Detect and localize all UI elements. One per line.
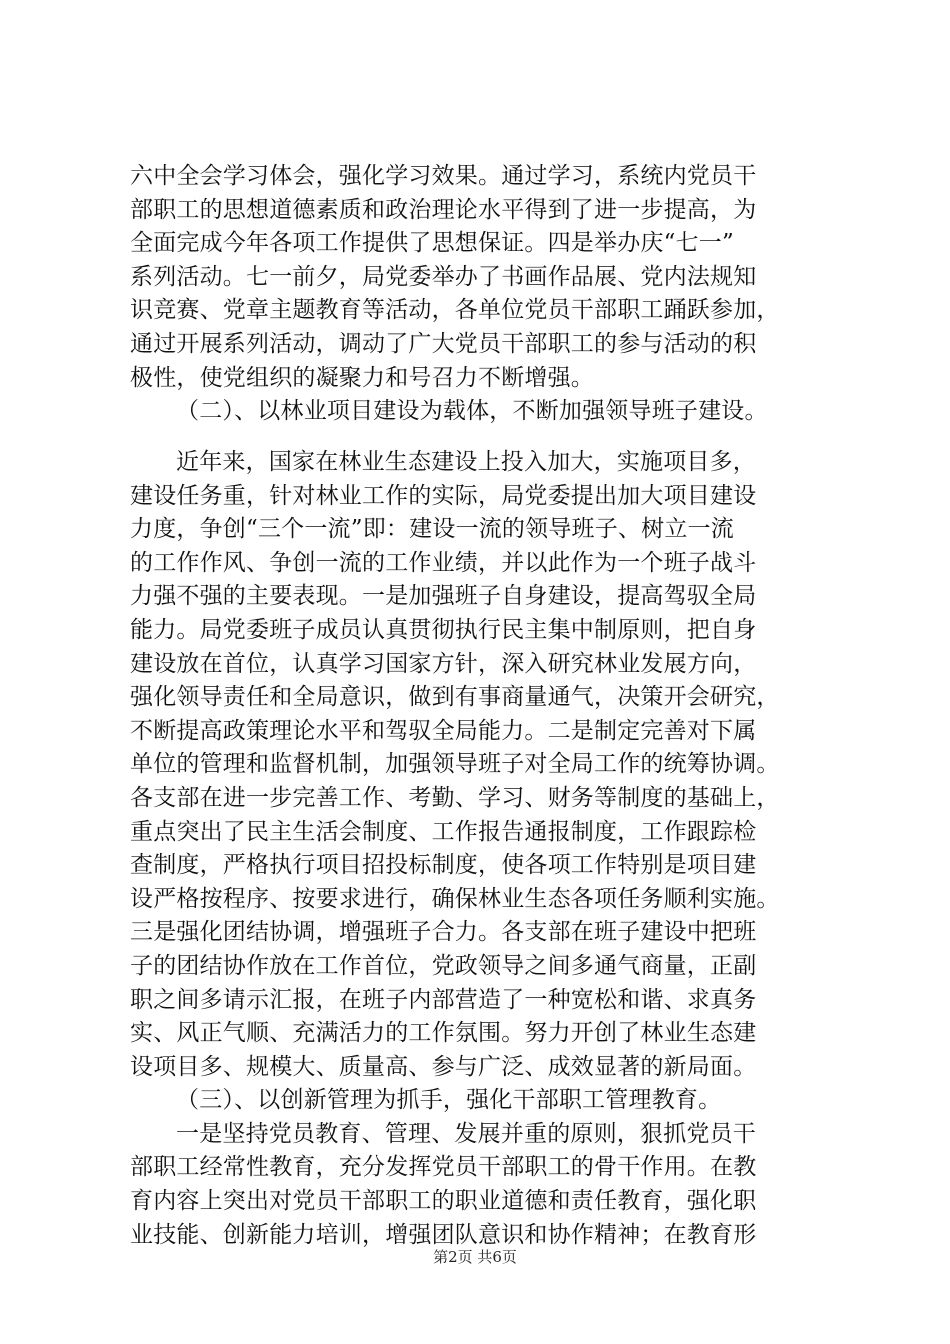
text-line: 一是坚持党员教育、管理、发展并重的原则，狠抓党员干 [176, 1120, 756, 1147]
text-line: 力度，争创“三个一流”即：建设一流的领导班子、树立一流 [130, 516, 734, 543]
text-line: 部职工经常性教育，充分发挥党员干部职工的骨干作用。在教 [130, 1154, 757, 1181]
text-line: 六中全会学习体会，强化学习效果。通过学习，系统内党员干 [130, 163, 757, 189]
section-heading-3: （三）、以创新管理为抓手，强化干部职工管理教育。 [176, 1087, 722, 1114]
text-line: 职之间多请示汇报，在班子内部营造了一种宽松和谐、求真务 [130, 986, 757, 1013]
text-line: 设项目多、规模大、质量高、参与广泛、成效显著的新局面。 [130, 1053, 757, 1080]
page-footer: 第2页 共6页 [433, 1248, 517, 1266]
text-line: 子的团结协作放在工作首位，党政领导之间多通气商量，正副 [130, 952, 757, 979]
text-line: 极性，使党组织的凝聚力和号召力不断增强。 [130, 364, 594, 391]
text-line: 各支部在进一步完善工作、考勤、学习、财务等制度的基础上， [130, 784, 780, 811]
text-line: 业技能、创新能力培训，增强团队意识和协作精神；在教育形 [130, 1221, 757, 1248]
text-line: 力强不强的主要表现。一是加强班子自身建设，提高驾驭全局 [130, 583, 757, 610]
section-heading-2: （二）、以林业项目建设为载体，不断加强领导班子建设。 [176, 398, 768, 425]
text-line: 建设任务重，针对林业工作的实际，局党委提出加大项目建设 [130, 482, 757, 509]
text-line: 实、风正气顺、充满活力的工作氛围。努力开创了林业生态建 [130, 1020, 757, 1047]
text-block-main [130, 446, 842, 1252]
text-line: 通过开展系列活动，调动了广大党员干部职工的参与活动的积 [130, 330, 757, 357]
text-line: 单位的管理和监督机制，加强领导班子对全局工作的统筹协调。 [130, 751, 780, 778]
text-line: 重点突出了民主生活会制度、工作报告通报制度，工作跟踪检 [130, 818, 757, 845]
text-line: 设严格按程序、按要求进行，确保林业生态各项任务顺利实施。 [130, 885, 780, 912]
text-line: 查制度，严格执行项目招投标制度，使各项工作特别是项目建 [130, 852, 757, 879]
text-line: 的工作作风、争创一流的工作业绩，并以此作为一个班子战斗 [130, 549, 757, 576]
text-line: 不断提高政策理论水平和驾驭全局能力。二是制定完善对下属 [130, 717, 757, 744]
text-line: 全面完成今年各项工作提供了思想保证。四是举办庆“七一” [130, 230, 734, 257]
text-line: 部职工的思想道德素质和政治理论水平得到了进一步提高，为 [130, 196, 757, 223]
text-block-top [130, 160, 842, 429]
text-line: 三是强化团结协调，增强班子合力。各支部在班子建设中把班 [130, 919, 757, 946]
text-line: 系列活动。七一前夕，局党委举办了书画作品展、党内法规知 [130, 263, 757, 290]
text-line: 能力。局党委班子成员认真贯彻执行民主集中制原则，把自身 [130, 616, 757, 643]
text-line: 强化领导责任和全局意识，做到有事商量通气，决策开会研究， [130, 684, 780, 711]
text-line: 育内容上突出对党员干部职工的职业道德和责任教育，强化职 [130, 1188, 757, 1215]
text-line: 近年来，国家在林业生态建设上投入加大，实施项目多， [176, 449, 756, 475]
text-line: 建设放在首位，认真学习国家方针，深入研究林业发展方向， [130, 650, 757, 677]
text-line: 识竞赛、党章主题教育等活动，各单位党员干部职工踊跃参加， [130, 297, 780, 324]
